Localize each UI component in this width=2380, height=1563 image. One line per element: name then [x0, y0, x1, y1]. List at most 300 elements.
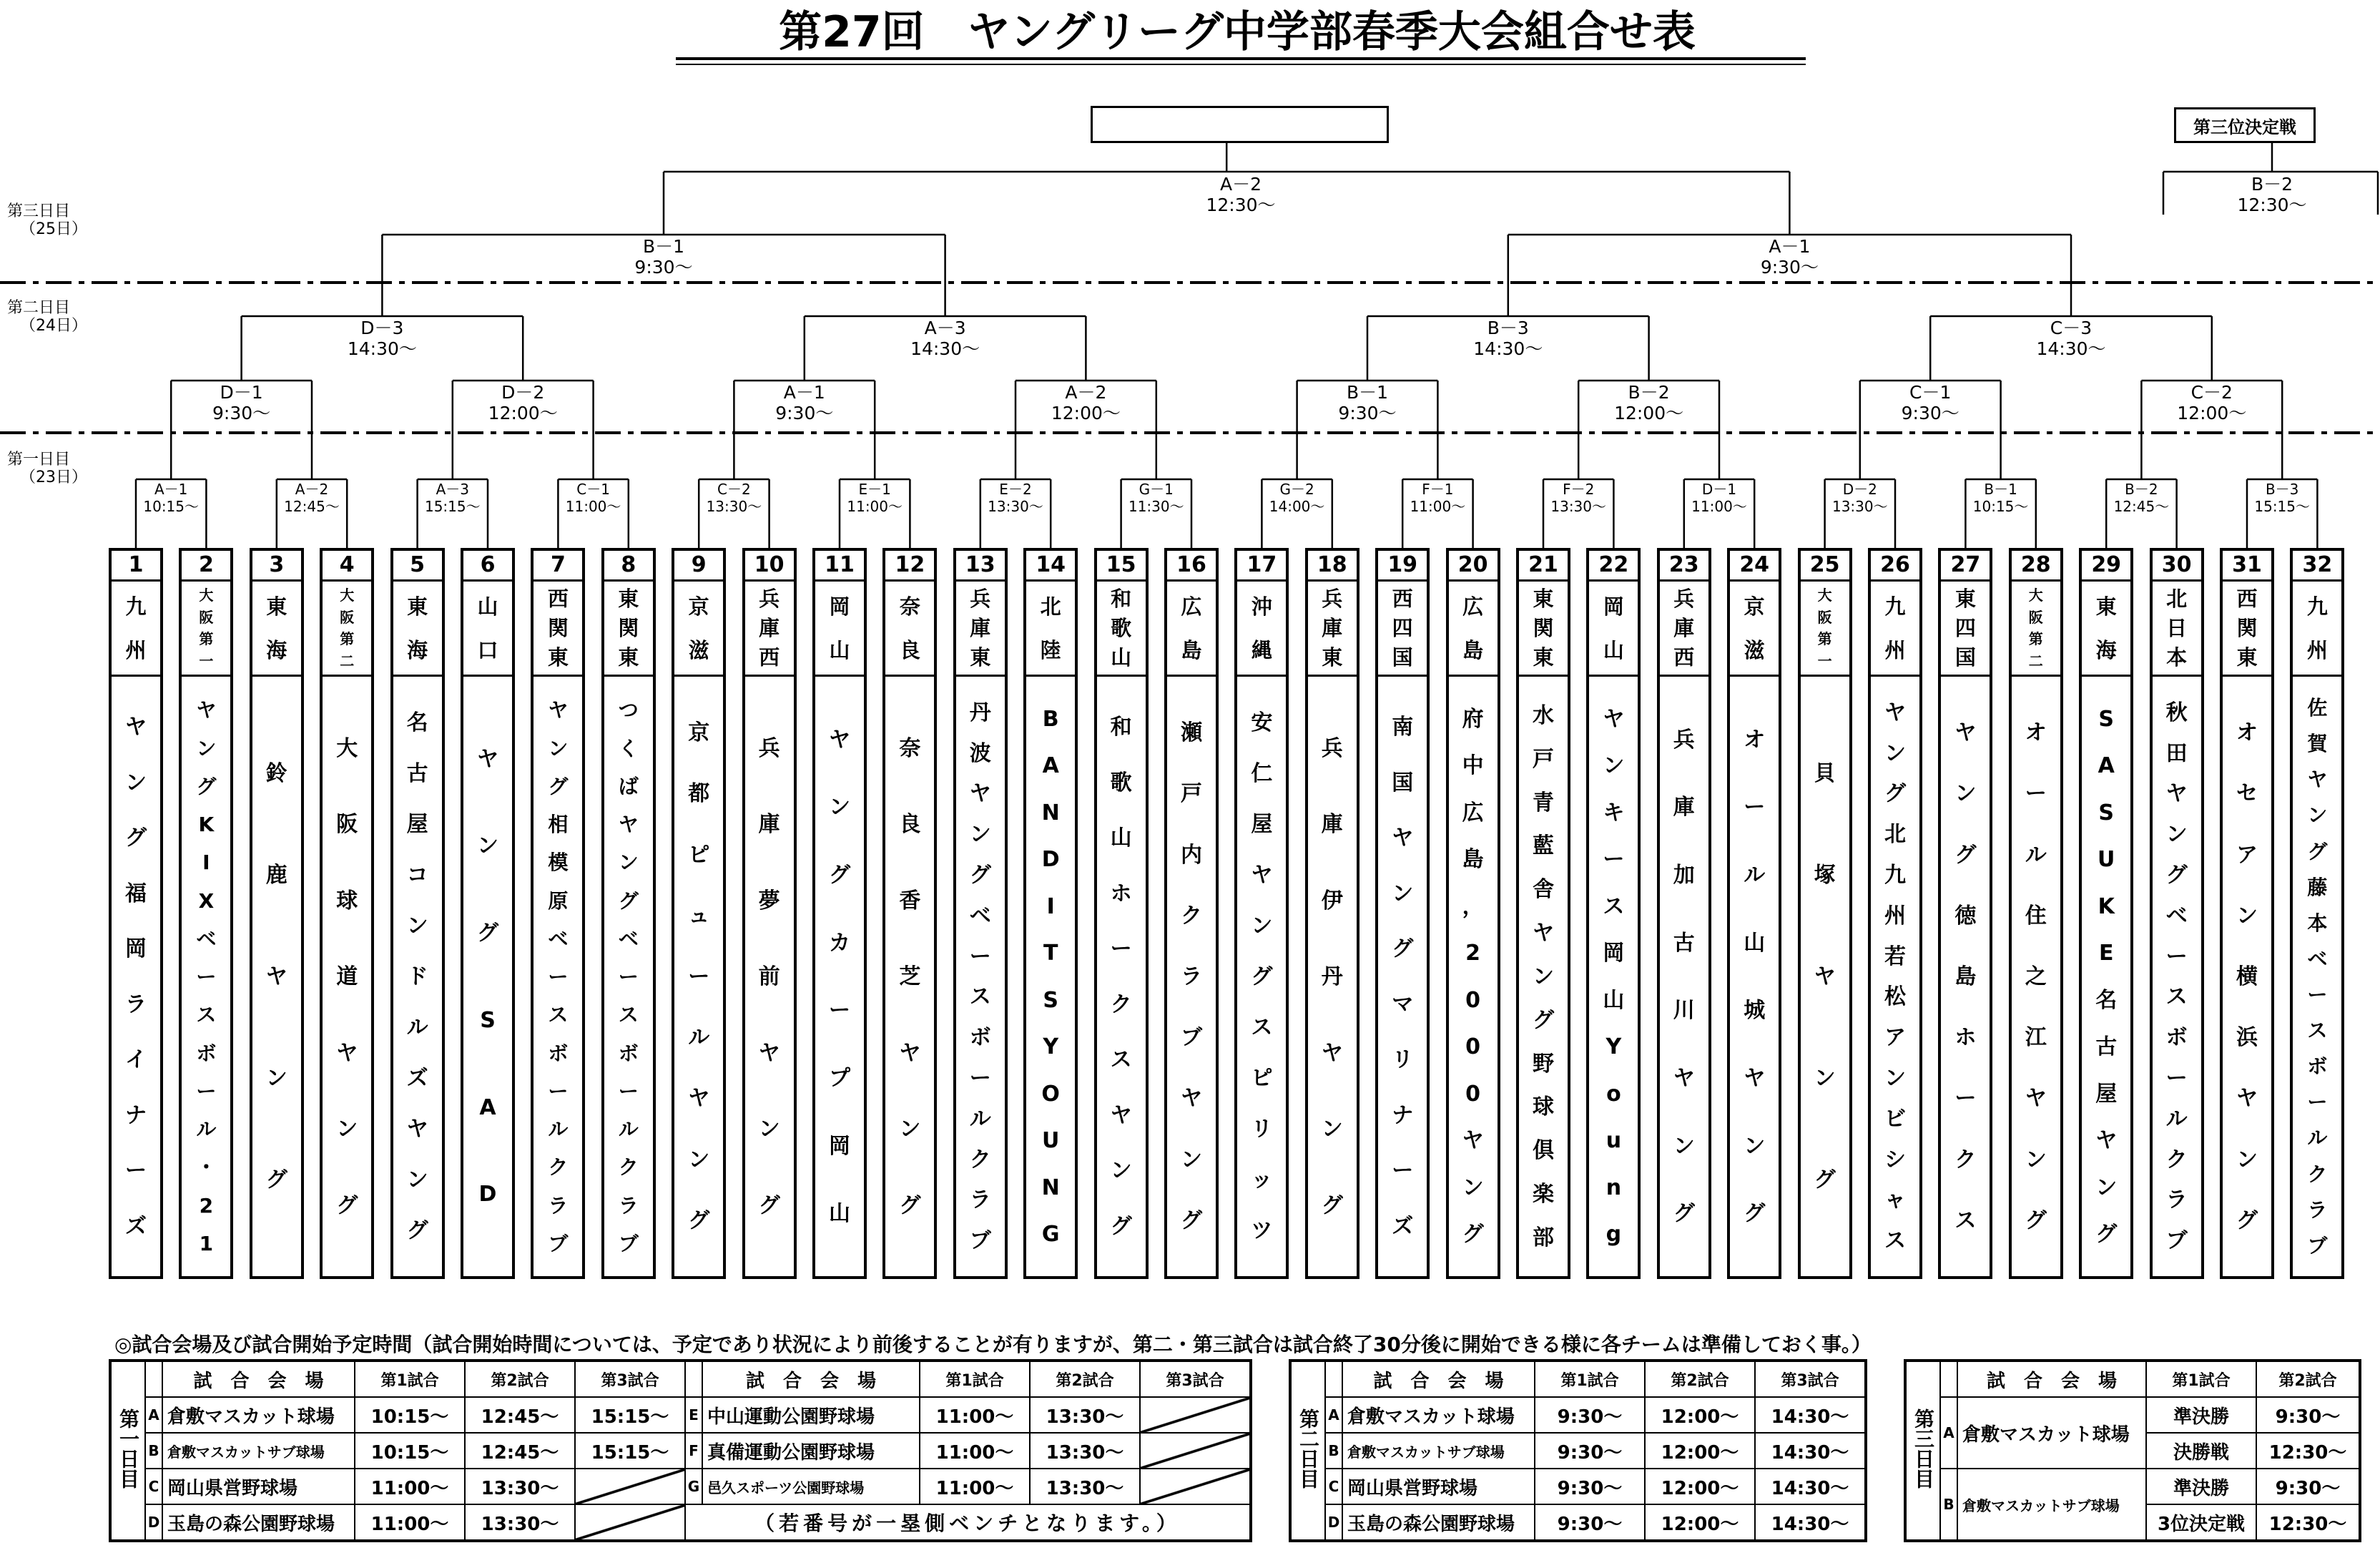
name-char: B [1042, 706, 1059, 732]
team-region [1801, 582, 1849, 677]
match-time: 13:30～ [988, 498, 1043, 515]
day-two-name: 第二日目 [7, 299, 71, 317]
name-char: 松 [1884, 984, 1906, 1010]
name-char: ヤ [688, 1086, 710, 1112]
match-time: 12:00～ [2177, 403, 2247, 423]
name-char: ヤ [1251, 863, 1273, 888]
name-char: 州 [1884, 903, 1906, 929]
name-char: 藍 [1533, 833, 1554, 859]
day-two-date: （24日） [20, 317, 87, 335]
name-char: ヤ [196, 698, 217, 722]
team-name [2293, 677, 2341, 1278]
name-char: ン [196, 736, 217, 760]
name-char: ン [2025, 1147, 2047, 1172]
name-char: 本 [2307, 911, 2328, 935]
name-char: ン [2165, 822, 2188, 848]
team-number: 6 [463, 551, 512, 582]
name-char: 奈 [899, 735, 921, 761]
team-number: 12 [885, 551, 934, 582]
region-char: 兵 [1673, 587, 1695, 612]
team-column [1305, 548, 1359, 1279]
name-char: 庫 [1673, 795, 1695, 820]
name-char: ラ [1181, 964, 1202, 989]
match-time: 11:00～ [1691, 498, 1747, 515]
team-number: 13 [956, 551, 1005, 582]
region-char: 大 [2028, 587, 2043, 604]
name-char: セ [2236, 781, 2258, 807]
round32-label [988, 481, 1043, 515]
name-char: ン [1251, 913, 1273, 939]
name-char: ブ [618, 1231, 639, 1255]
name-char: ン [548, 736, 569, 760]
team-region [182, 582, 230, 677]
name-char: ー [969, 944, 991, 969]
team-region [1167, 582, 1216, 677]
name-char: 若 [1884, 944, 1906, 969]
team-column [742, 548, 797, 1279]
name-char: ス [1603, 893, 1625, 919]
team-column [812, 548, 867, 1279]
name-char: 伊 [1321, 888, 1343, 913]
name-char: 都 [688, 781, 710, 807]
name-char: ズ [125, 1213, 147, 1239]
region-char: 庫 [1322, 615, 1343, 640]
region-char: 沖 [1251, 594, 1272, 619]
team-column [672, 548, 726, 1279]
empty-slash-cell [575, 1504, 685, 1541]
team-name [674, 677, 723, 1278]
team-column [531, 548, 585, 1279]
empty-slash-cell [1140, 1433, 1251, 1469]
name-char: ピ [688, 842, 710, 868]
match-time: 9:30～ [1760, 257, 1819, 278]
name-char: 原 [548, 888, 569, 913]
name-char: コ [406, 863, 428, 888]
name-char: ー [2165, 1065, 2188, 1091]
name-char: D [478, 1182, 497, 1207]
bracket-lines [0, 0, 2380, 551]
name-char: ス [2307, 1019, 2328, 1043]
match-code: A－1 [154, 481, 188, 498]
team-region [463, 582, 512, 677]
name-char: ヤ [1110, 1102, 1132, 1128]
region-char: 東 [266, 594, 287, 619]
name-char: 徳 [1954, 903, 1977, 929]
name-char: ー [829, 998, 850, 1024]
venue-code: A [1940, 1397, 1957, 1469]
team-name [252, 677, 301, 1278]
name-char: 丹 [1321, 964, 1343, 989]
name-char: 秋 [2165, 700, 2188, 725]
name-char: カ [829, 930, 850, 956]
time-cell: 9:30～ [1535, 1397, 1645, 1433]
name-char: K [198, 813, 215, 836]
team-column [109, 548, 163, 1279]
name-char: ン [336, 1117, 358, 1142]
name-char: 塚 [1814, 863, 1836, 888]
region-char: 州 [125, 637, 147, 662]
team-number: 8 [604, 551, 653, 582]
region-char: 山 [1111, 645, 1132, 670]
schedule-day3 [1904, 1359, 2361, 1542]
venue-header: 試 合 会 場 [1342, 1361, 1535, 1397]
name-char: o [1606, 1081, 1621, 1107]
team-number: 2 [182, 551, 230, 582]
name-char: ヤ [829, 727, 850, 753]
name-char: ズ [1392, 1213, 1414, 1239]
name-char: 内 [1181, 842, 1202, 868]
name-char: ヤ [2025, 1086, 2047, 1112]
match-code: A－1 [783, 382, 825, 403]
name-char: グ [1110, 1213, 1132, 1239]
match-time: 14:00～ [1269, 498, 1325, 515]
name-char: ズ [406, 1066, 428, 1091]
name-char: ュ [688, 903, 710, 929]
team-column [1023, 548, 1078, 1279]
round-cell: 3位決定戦 [2146, 1504, 2256, 1541]
g3-header: 第3試合 [1140, 1361, 1251, 1397]
team-number: 24 [1730, 551, 1779, 582]
region-char: 山 [829, 637, 850, 662]
name-char: 名 [406, 710, 428, 735]
round32-label [2254, 481, 2310, 515]
time-cell: 13:30～ [1030, 1469, 1140, 1504]
name-char: ン [265, 1066, 287, 1091]
team-number: 3 [252, 551, 301, 582]
quarter-final-label [348, 318, 417, 359]
team-region [1660, 582, 1708, 677]
region-char: 大 [199, 587, 214, 604]
match-code: C－2 [2190, 382, 2233, 403]
name-char: 山 [1110, 825, 1132, 851]
round32-label [284, 481, 340, 515]
name-char: 野 [1533, 1051, 1554, 1077]
venue-name: 玉島の森公園野球場 [162, 1504, 355, 1541]
name-char: 庫 [758, 812, 780, 837]
team-column [1164, 548, 1219, 1279]
team-column [1586, 548, 1641, 1279]
name-char: イ [125, 1047, 147, 1073]
name-char: ン [2236, 903, 2258, 929]
name-char: 之 [2025, 964, 2047, 989]
name-char: 古 [1673, 930, 1695, 956]
match-code: A－2 [295, 481, 329, 498]
region-char: 京 [1744, 594, 1765, 619]
match-time: 14:30～ [2036, 338, 2106, 359]
name-char: ン [829, 795, 850, 820]
round32-label [1410, 481, 1466, 515]
team-region [674, 582, 723, 677]
name-char: 賀 [2307, 732, 2328, 756]
region-char: 四 [1954, 615, 1976, 640]
team-number: 20 [1449, 551, 1498, 582]
team-name [815, 677, 864, 1278]
region-char: 兵 [1322, 587, 1343, 612]
team-column [2290, 548, 2344, 1279]
time-cell: 9:30～ [1535, 1504, 1645, 1541]
name-char: 南 [1392, 715, 1414, 740]
match-time: 9:30～ [1338, 403, 1397, 423]
team-number: 30 [2153, 551, 2201, 582]
round16-label [1051, 382, 1121, 423]
name-char: 芝 [899, 964, 921, 989]
name-char: 夢 [758, 888, 780, 913]
name-char: オ [2025, 720, 2047, 746]
name-char: 庫 [1321, 812, 1343, 837]
region-char: 北 [1040, 594, 1061, 619]
region-char: 京 [688, 594, 709, 619]
empty-slash-cell [575, 1469, 685, 1504]
region-char: 東 [618, 645, 639, 670]
name-char: 岡 [125, 936, 147, 962]
team-name [2082, 677, 2130, 1278]
time-cell: 11:00～ [355, 1504, 465, 1541]
region-char: 大 [1817, 587, 1832, 604]
match-time: 12:45～ [2113, 498, 2170, 515]
name-char: リ [1251, 1117, 1273, 1142]
name-char: ン [406, 1167, 428, 1192]
name-char: ス [548, 1003, 569, 1027]
time-cell: 9:30～ [2256, 1469, 2360, 1504]
name-char: ー [2025, 781, 2047, 807]
team-region [2223, 582, 2271, 677]
match-code: A－1 [1769, 236, 1811, 257]
region-char: 国 [1392, 645, 1413, 670]
region-char: 口 [477, 637, 498, 662]
name-char: 丹 [969, 700, 991, 725]
name-char: N [1041, 1175, 1060, 1200]
empty-cell [145, 1361, 162, 1397]
team-number: 14 [1026, 551, 1075, 582]
name-char: ン [1110, 1158, 1132, 1184]
team-number: 7 [533, 551, 582, 582]
day3-label [1905, 1361, 1940, 1541]
quarter-final-label [2036, 318, 2105, 359]
day-two-label [7, 299, 87, 335]
name-char: 藤 [2307, 875, 2328, 899]
team-region [2293, 582, 2341, 677]
name-char: キ [1603, 800, 1625, 825]
name-char: ン [1673, 1133, 1695, 1159]
time-cell: 13:30～ [1030, 1433, 1140, 1469]
name-char: U [1042, 1128, 1060, 1154]
name-char: グ [1251, 964, 1273, 989]
team-region [1308, 582, 1357, 677]
name-char: 鹿 [265, 863, 287, 888]
region-char: 広 [1462, 594, 1484, 619]
name-char: ば [618, 774, 639, 798]
name-char: 波 [969, 740, 991, 766]
team-column [1938, 548, 1992, 1279]
team-region [2012, 582, 2060, 677]
name-char: ル [406, 1015, 428, 1040]
team-region [1097, 582, 1146, 677]
team-name [393, 677, 442, 1278]
name-char: ド [406, 964, 428, 989]
region-char: 北 [2166, 587, 2188, 612]
name-char: ヤ [1321, 1040, 1343, 1066]
final-match-label [1206, 174, 1275, 215]
name-char: 江 [2025, 1025, 2047, 1051]
team-column [179, 548, 233, 1279]
name-char: 山 [1603, 987, 1625, 1013]
match-code: C－1 [1909, 382, 1952, 403]
team-name [1519, 677, 1568, 1278]
time-cell: 12:00～ [1645, 1397, 1755, 1433]
name-char: ベ [969, 903, 991, 929]
team-column [2220, 548, 2274, 1279]
team-name [1871, 677, 1919, 1278]
region-char: 国 [1954, 645, 1976, 670]
name-char: ン [477, 833, 498, 859]
team-name [956, 677, 1005, 1278]
name-char: 和 [1110, 715, 1132, 740]
round32-label [425, 481, 481, 515]
name-char: グ [1744, 1201, 1766, 1227]
region-char: 一 [199, 652, 214, 670]
match-code: B－3 [1487, 318, 1529, 338]
match-code: B－1 [1984, 481, 2017, 498]
round32-label [1691, 481, 1747, 515]
venue-code: F [685, 1433, 702, 1469]
region-char: 第 [340, 630, 355, 648]
region-char: 西 [1392, 587, 1413, 612]
name-char: グ [336, 1192, 358, 1218]
name-char: グ [1392, 936, 1414, 962]
name-char: 歌 [1110, 770, 1132, 795]
team-name [1941, 677, 1990, 1278]
match-code: F－2 [1563, 481, 1595, 498]
team-name [2153, 677, 2201, 1278]
name-char: ボ [2307, 1054, 2328, 1079]
name-char: ス [1954, 1207, 1977, 1233]
name-char: グ [969, 862, 991, 888]
region-char: 庫 [970, 615, 991, 640]
name-char: 古 [406, 761, 428, 786]
region-char: 第 [2028, 630, 2043, 648]
name-char: A [479, 1094, 496, 1120]
team-region [1449, 582, 1498, 677]
quarter-final-label [910, 318, 980, 359]
round32-label [1128, 481, 1184, 515]
region-char: 島 [1181, 637, 1202, 662]
day1-day: 第一日目 [117, 1408, 140, 1489]
round16-label [2177, 382, 2246, 423]
name-char: 0 [1465, 1034, 1481, 1060]
region-char: 西 [759, 645, 780, 670]
name-char: 岡 [829, 1133, 850, 1159]
name-char: ヤ [1392, 825, 1414, 851]
region-char: 州 [1884, 637, 1906, 662]
match-code: G－2 [1279, 481, 1314, 498]
team-number: 18 [1308, 551, 1357, 582]
name-char: ヤ [1603, 706, 1625, 732]
name-char: ヤ [265, 964, 287, 989]
region-char: 岡 [829, 594, 850, 619]
name-char: ン [2236, 1147, 2258, 1172]
g1-header: 第1試合 [920, 1361, 1030, 1397]
name-char: ル [969, 1106, 991, 1132]
name-char: 0 [1465, 1081, 1481, 1107]
venue-code: C [1325, 1469, 1342, 1504]
quarter-final-label [1473, 318, 1543, 359]
name-char: プ [829, 1065, 850, 1091]
team-column [461, 548, 515, 1279]
region-char: 滋 [1744, 637, 1765, 662]
name-char: A [1042, 753, 1059, 779]
venue-header: 試 合 会 場 [1957, 1361, 2146, 1397]
name-char: ル [1744, 862, 1766, 888]
g1-header: 第1試合 [355, 1361, 465, 1397]
name-char: 佐 [2307, 696, 2328, 720]
team-region [1237, 582, 1286, 677]
name-char: 島 [1954, 964, 1977, 989]
name-char: 球 [1533, 1094, 1554, 1120]
match-code: A－3 [436, 481, 469, 498]
name-char: ク [2165, 1147, 2188, 1172]
name-char: ー [618, 1079, 639, 1103]
venue-name: 倉敷マスカット球場 [1957, 1397, 2146, 1469]
name-char: 香 [899, 888, 921, 913]
time-cell: 9:30～ [2256, 1397, 2360, 1433]
name-char: ヤ [969, 781, 991, 807]
name-char: ボ [2165, 1025, 2188, 1051]
match-time: 9:30～ [775, 403, 834, 423]
match-time: 10:15～ [143, 498, 200, 515]
day-one-date: （23日） [20, 469, 87, 486]
name-char: 京 [688, 720, 710, 746]
team-region [1871, 582, 1919, 677]
match-code: B－2 [1628, 382, 1670, 403]
name-char: 古 [2095, 1034, 2118, 1060]
name-char: ー [125, 1158, 147, 1184]
region-char: 西 [2236, 587, 2258, 612]
team-number: 9 [674, 551, 723, 582]
name-char: 戸 [1181, 781, 1202, 807]
region-char: 海 [2095, 637, 2117, 662]
team-name [1237, 677, 1286, 1278]
name-char: ク [2307, 1162, 2328, 1186]
name-char: ベ [2307, 946, 2328, 971]
region-char: 阪 [199, 608, 214, 626]
team-region [956, 582, 1005, 677]
time-cell: 11:00～ [920, 1433, 1030, 1469]
page-title: 第27回 ヤングリーグ中学部春季大会組合せ表 [779, 7, 1696, 57]
name-char: ボ [548, 1041, 569, 1065]
team-name [2012, 677, 2060, 1278]
name-char: く [618, 736, 639, 760]
team-column [1516, 548, 1570, 1279]
name-char: ヤ [1673, 1065, 1695, 1091]
region-char: 東 [1533, 587, 1554, 612]
match-code: B－3 [2265, 481, 2299, 498]
name-char: ン [2307, 803, 2328, 828]
name-char: ル [548, 1117, 569, 1141]
round32-label [1832, 481, 1888, 515]
region-char: 第 [1817, 630, 1832, 648]
name-char: A [2098, 753, 2115, 779]
schedule-day1 [109, 1359, 1252, 1542]
round32-label [566, 481, 621, 515]
day-one-name: 第一日目 [7, 451, 71, 469]
time-cell: 13:30～ [1030, 1397, 1140, 1433]
team-column [390, 548, 445, 1279]
name-char: グ [899, 1192, 921, 1218]
region-char: 大 [340, 587, 355, 604]
region-char: 日 [2166, 615, 2188, 640]
match-time: 13:30～ [1831, 498, 1888, 515]
round16-label [775, 382, 833, 423]
